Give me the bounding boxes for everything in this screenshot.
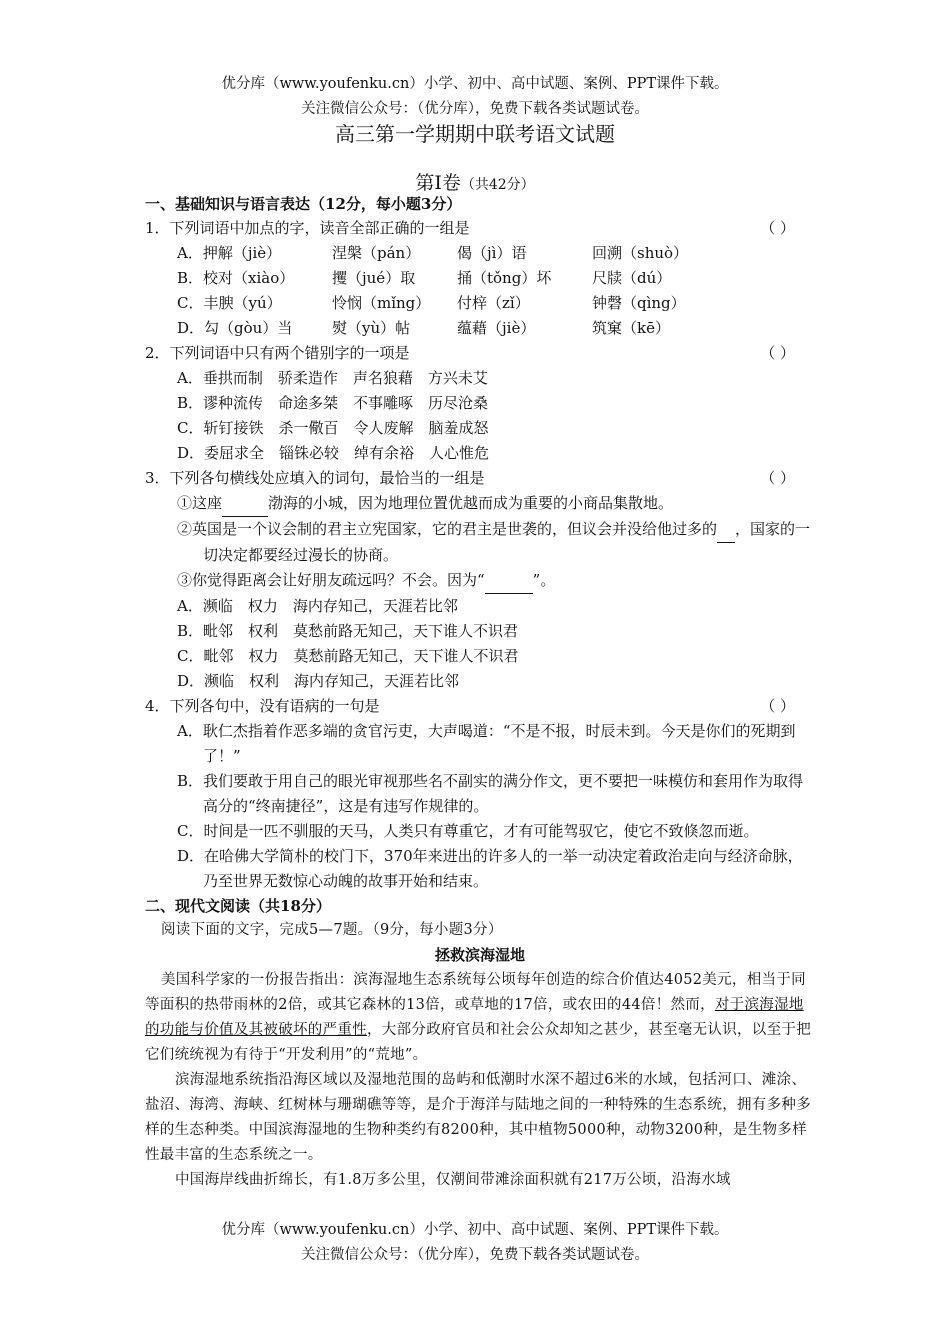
q1-option-a [145,241,815,266]
q3-s1-end: 渤海的小城，因为地理位置优越而成为重要的小商品集散地。 [268,494,674,512]
q1-d-word-4: 筑窠（kē） [592,319,670,337]
q1-b-word-4: 尺牍（dú） [592,269,672,287]
q1-c-word-3: 付梓（zǐ） [457,294,530,312]
exam-title: 高三第一学期期中联考语文试题 [335,122,615,146]
q1-c-word-4: 钟磬（qìng） [592,294,686,312]
q2-option-c: C．斩钉接铁 杀一儆百 令人废解 脑羞成怒 [177,419,489,437]
q4-option-d: D．在哈佛大学简朴的校门下，370年来进出的许多人的一举一动决定着政治走向与经济命脉，乃至世界无数惊心动魄的故事开始和结束。 [177,847,803,890]
fill-blank-3 [485,568,533,594]
q1-a-word-2: 涅槃（pán） [332,244,421,262]
q2-option-a: A．垂拱而制 骄柔造作 声名狼藉 方兴未艾 [177,369,488,387]
q4-option-a: A．耿仁杰指着作恶多端的贪官污吏，大声喝道：“不是不报，时辰未到。今天是你们的死期到了！” [177,722,796,765]
p1-underlined: 对于滨海湿地的功能与价值及其被破坏的严重性 [145,997,804,1038]
q1-a-word-3: 偈（jì）语 [457,244,527,262]
volume-heading [0,168,950,195]
q1-b-word-1: B．校对（xiào） [177,269,295,287]
q3-sentence-1 [145,491,815,517]
q1-a-word-1: A．押解（jiè） [177,244,282,262]
q1-c-word-2: 怜悯（mǐng） [332,294,431,312]
q1-c-word-1: C．丰腴（yú） [177,294,282,312]
article-paragraph-3: 中国海岸线曲折绵长，有1.8万多公里，仅潮间带滩涂面积就有217万公顷，沿海水域 [175,1172,731,1188]
header-line-2: 关注微信公众号：（优分库），免费下载各类试题试卷。 [301,101,649,117]
fill-blank-1 [222,491,268,517]
q3-s3-start: ③你觉得距离会让好朋友疏远吗？不会。因为“ [177,571,485,589]
q1-d-word-1: D．勾（gòu）当 [177,319,293,337]
q3-sentence-2 [145,517,815,568]
q3-s3-end: ”。 [532,571,556,589]
question-4-stem: 4．下列各句中，没有语病的一句是 [145,697,380,715]
page-footer [0,1218,950,1268]
q3-s1-start: ①这座 [177,494,223,512]
question-3-stem: 3．下列各句横线处应填入的词句，最恰当的一组是 [145,469,485,487]
q2-option-b: B．谬种流传 命途多桀 不事雕啄 历尽沧桑 [177,394,489,412]
q3-option-a: A．濒临 权力 海内存知己，天涯若比邻 [177,597,458,615]
footer-line-2: 关注微信公众号：（优分库），免费下载各类试题试卷。 [301,1247,649,1263]
q3-sentence-3 [145,568,815,594]
reading-instructions: 阅读下面的文字，完成5—7题。（9分，每小题3分） [161,922,503,938]
question-1-stem: 1．下列词语中加点的字，读音全部正确的一组是 [145,219,470,237]
fill-blank-2 [717,517,735,543]
exam-body [145,192,815,1193]
question-2-stem: 2．下列词语中只有两个错别字的一项是 [145,344,410,362]
q1-option-d [145,316,815,341]
q1-option-c [145,291,815,316]
page-header [0,72,950,122]
footer-line-1: 优分库（www.youfenku.cn）小学、初中、高中试题、案例、PPT课件下载。 [221,1222,729,1238]
q4-option-b: B．我们要敢于用自己的眼光审视那些名不副实的满分作文，更不要把一味模仿和套用作为取得高分的“终南捷径”，这是有违写作规律的。 [177,772,804,815]
q1-option-b [145,266,815,291]
header-line-1: 优分库（www.youfenku.cn）小学、初中、高中试题、案例、PPT课件下载。 [221,76,729,92]
article-title: 拯救滨海湿地 [434,946,525,964]
answer-paren: （ ） [760,219,795,237]
q1-b-word-3: 捅（tǒng）坏 [457,269,552,287]
volume-note: （共42分） [460,177,535,193]
q1-d-word-3: 蕴藉（jiè） [457,319,536,337]
answer-paren: （ ） [760,344,795,362]
question-2 [145,341,815,366]
article-paragraph-2: 滨海湿地系统指沿海区域以及湿地范围的岛屿和低潮时水深不超过6米的水域，包括河口、滩涂、盐沼、海湾、海峡、红树林与珊瑚礁等等，是介于海洋与陆地之间的一种特殊的生态系统，拥有多种多样的生态种类。中国滨海湿地的生物种类约有8200种，其中植物5000种，动物3200种，是生物多样性最丰富的生态系统之一。 [145,1072,811,1163]
question-1 [145,216,815,241]
q3-option-d: D．濒临 权利 海内存知己，天涯若比邻 [177,672,460,690]
section-1-heading: 一、基础知识与语言表达（12分，每小题3分） [145,195,462,213]
answer-paren: （ ） [760,697,795,715]
section-2-heading: 二、现代文阅读（共18分） [145,897,331,915]
article-paragraph-1 [145,968,815,1068]
q1-d-word-2: 熨（yù）帖 [332,319,411,337]
q3-s2-end: ，国家的一切决定都要经过漫长的协商。 [203,520,811,564]
question-4 [145,694,815,719]
q1-b-word-2: 攫（jué）取 [332,269,416,287]
volume-main: 第Ⅰ卷 [415,172,461,194]
q3-option-b: B．毗邻 权利 莫愁前路无知己，天下谁人不识君 [177,622,519,640]
p1-start: 美国科学家的一份报告指出：滨海湿地生态系统每公顷每年创造的综合价值达4052美元，相当于同等面积的热带雨林的2倍，或其它森林的13倍，或草地的17倍，或农田的44倍！然而， [145,972,806,1013]
p1-end: ，大部分政府官员和社会公众却知之甚少，甚至毫无认识，以至于把它们统统视为有待于“开发利用”的“荒地”。 [145,1022,811,1063]
answer-paren: （ ） [760,469,795,487]
q3-option-c: C．毗邻 权力 莫愁前路无知己，天下谁人不识君 [177,647,519,665]
question-3 [145,466,815,491]
q1-a-word-4: 回溯（shuò） [592,244,689,262]
q2-option-d: D．委屈求全 锱铢必较 绰有余裕 人心惟危 [177,444,490,462]
q4-option-c: C．时间是一匹不驯服的天马，人类只有尊重它，才有可能驾驭它，使它不致倏忽而逝。 [177,822,759,840]
q3-s2-start: ②英国是一个议会制的君主立宪国家，它的君主是世袭的，但议会并没给他过多的 [177,520,718,538]
